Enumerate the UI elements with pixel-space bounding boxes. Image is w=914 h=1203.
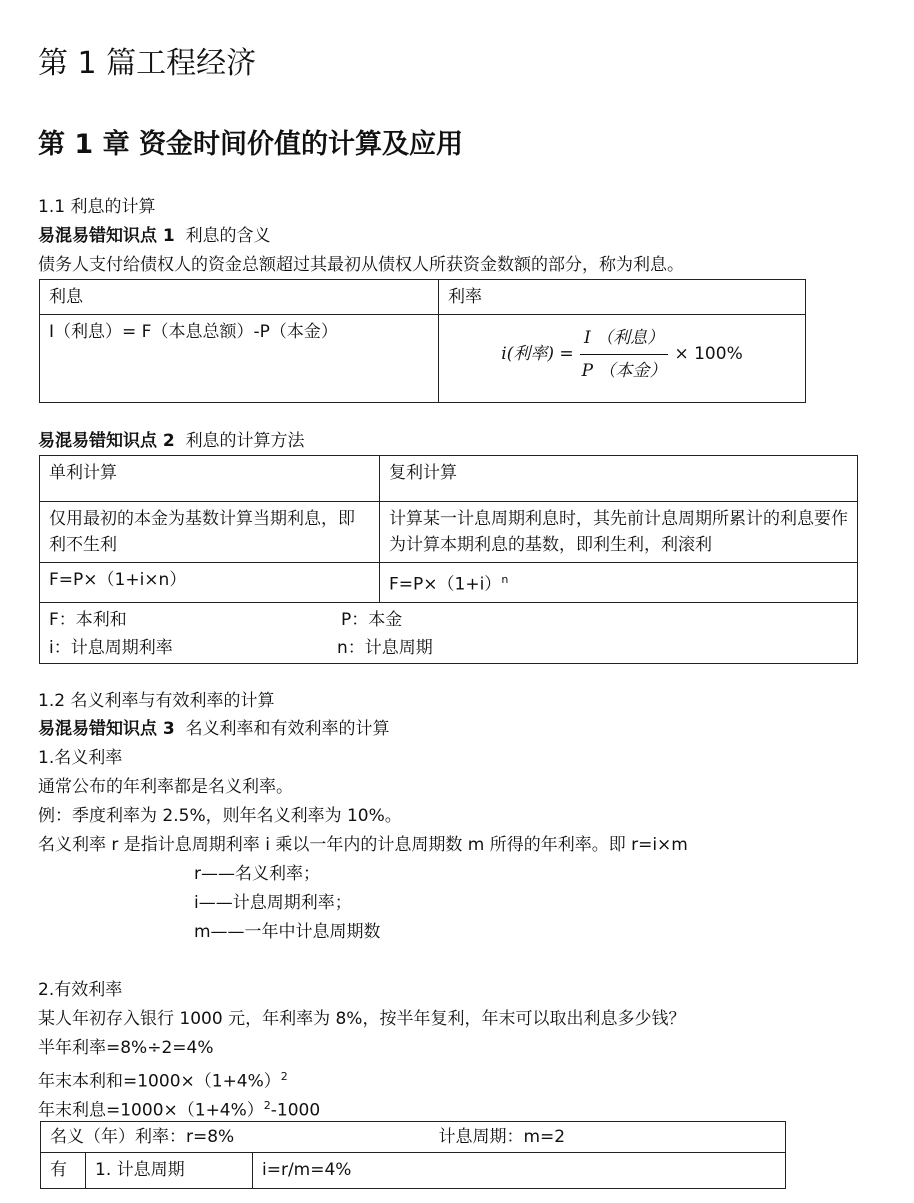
simple-interest-desc: 仅用最初的本金为基数计算当期利息，即利不生利 (40, 502, 380, 563)
kp2-title: 利息的计算方法 (185, 431, 305, 451)
legend-n: n：计息周期 (337, 637, 433, 658)
nominal-rate-line-1: 通常公布的年利率都是名义利率。 (38, 777, 293, 797)
year-end-interest-tail: -1000 (270, 1100, 321, 1121)
kp3-title: 名义利率和有效利率的计算 (185, 719, 390, 739)
period-count-cell: 计息周期：m=2 (438, 1127, 566, 1147)
rate-formula-cell (439, 315, 806, 403)
nominal-rate-definition: 名义利率 r 是指计息周期利率 i 乘以一年内的计息周期数 m 所得的年利率。即 r=i×m (38, 835, 688, 855)
effective-table-row-label: 有 (41, 1153, 86, 1189)
rate-fraction-denominator: P （本金） (581, 360, 667, 381)
knowledge-point-2 (38, 430, 305, 452)
kp1-title: 利息的含义 (185, 226, 271, 246)
year-end-interest-exponent: 2 (263, 1099, 271, 1112)
kp1-description: 债务人支付给债权人的资金总额超过其最初从债权人所获资金数额的部分，称为利息。 (38, 255, 684, 275)
year-end-total-exponent: 2 (280, 1070, 288, 1083)
simple-interest-header: 单利计算 (40, 456, 380, 502)
compound-interest-exponent: n (501, 573, 509, 586)
nominal-rate-heading: 1.名义利率 (38, 748, 123, 768)
year-end-total-text: 年末本利和=1000×（1+4%） (38, 1071, 281, 1092)
period-rate-cell: i=r/m=4% (253, 1153, 786, 1189)
interest-header: 利息 (40, 280, 439, 315)
rate-formula-rhs: × 100% (674, 344, 743, 364)
year-end-interest (38, 1095, 320, 1122)
section-heading-1-2: 1.2 名义利率与有效利率的计算 (38, 691, 275, 711)
example-question: 某人年初存入银行 1000 元，年利率为 8%，按半年复利，年末可以取出利息多少钱？ (38, 1009, 686, 1029)
compound-interest-formula: F=P×（1+i） (389, 574, 502, 595)
nominal-rate-cell: 名义（年）利率：r=8% (50, 1127, 235, 1147)
kp3-label: 易混易错知识点 3 (38, 719, 175, 739)
knowledge-point-1 (38, 225, 271, 247)
year-end-total (38, 1066, 288, 1093)
effective-table-row-1 (41, 1122, 786, 1153)
part-title: 第 1 篇工程经济 (38, 46, 257, 81)
kp2-label: 易混易错知识点 2 (38, 431, 175, 451)
interest-method-table (39, 455, 858, 664)
def-r: r——名义利率； (194, 864, 320, 884)
rate-fraction-numerator: I （利息） (580, 325, 668, 355)
effective-rate-heading: 2.有效利率 (38, 980, 123, 1000)
compound-interest-header: 复利计算 (380, 456, 858, 502)
section-heading-1-1: 1.1 利息的计算 (38, 197, 156, 217)
rate-formula (439, 315, 805, 393)
rate-formula-lhs: i(利率) = (501, 344, 574, 364)
period-label-cell: 1. 计息周期 (86, 1153, 253, 1189)
rate-fraction (578, 325, 671, 384)
nominal-rate-example: 例：季度利率为 2.5%，则年名义利率为 10%。 (38, 806, 402, 826)
year-end-interest-text: 年末利息=1000×（1+4%） (38, 1100, 264, 1121)
legend-p: P：本金 (341, 609, 403, 630)
def-i: i——计息周期利率； (194, 893, 352, 913)
chapter-title: 第 1 章 资金时间价值的计算及应用 (38, 129, 463, 160)
simple-interest-formula: F=P×（1+i×n） (40, 563, 380, 603)
kp1-label: 易混易错知识点 1 (38, 226, 175, 246)
def-m: m——一年中计息周期数 (194, 922, 381, 942)
compound-interest-formula-cell (380, 563, 858, 603)
interest-table (39, 279, 806, 403)
legend-f: F：本利和 (49, 609, 127, 630)
variable-legend (40, 602, 858, 663)
interest-formula: I（利息）= F（本息总额）-P（本金） (40, 315, 439, 403)
knowledge-point-3 (38, 718, 390, 740)
legend-i: i：计息周期利率 (49, 637, 173, 658)
effective-rate-table (40, 1121, 786, 1189)
rate-header: 利率 (439, 280, 806, 315)
compound-interest-desc: 计算某一计息周期利息时，其先前计息周期所累计的利息要作为计算本期利息的基数，即利生利，利滚利 (380, 502, 858, 563)
half-year-rate: 半年利率=8%÷2=4% (38, 1038, 214, 1058)
